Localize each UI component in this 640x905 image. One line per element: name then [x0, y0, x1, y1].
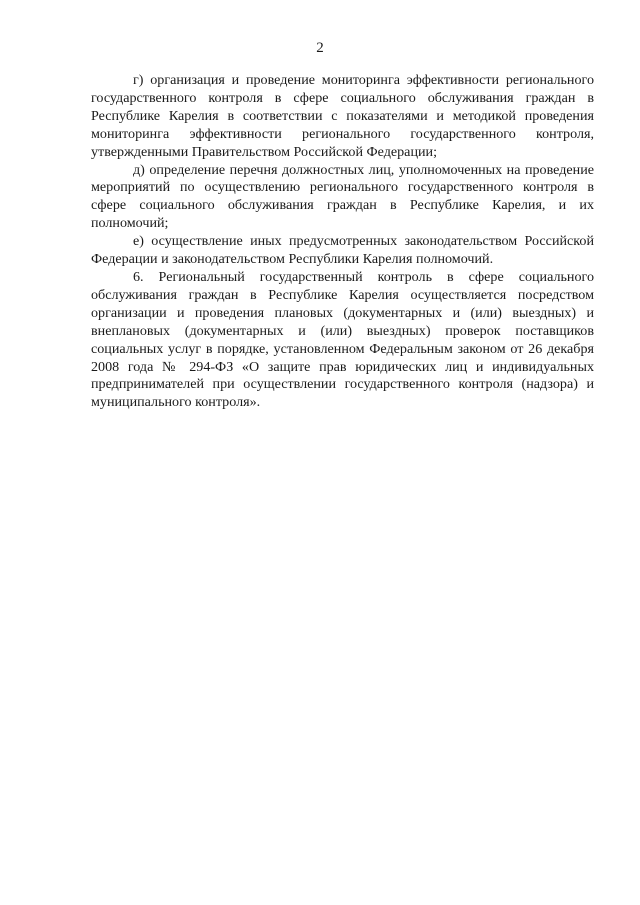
paragraph-g: г) организация и проведение мониторинга эффективности регионального государственного контроля в сфере социального обслуживания граждан в Республике Карелия в соответствии с показателями и методикой проведения мониторинга эффективности регионального государственного контроля, утвержденными Правительством Российской Федерации;	[91, 72, 594, 160]
paragraph-6: 6. Региональный государственный контроль в сфере социального обслуживания граждан в Республике Карелия осуществляется посредством организации и проведения плановых (документарных и (или) выездных) и внеплановых (документарных и (или) выездных) проверок поставщиков социальных услуг в порядке, установленном Федеральным законом от 26 декабря 2008 года № 294-ФЗ «О защите прав юридических лиц и индивидуальных предпринимателей при осуществлении государственного контроля (надзора) и муниципального контроля».	[91, 268, 594, 411]
page-number: 2	[316, 40, 324, 56]
paragraph-d: д) определение перечня должностных лиц, уполномоченных на проведение мероприятий по осуществлению регионального государственного контроля в сфере социального обслуживания граждан в Республике Карелия, и их полномочий;	[91, 161, 594, 232]
paragraph-e: е) осуществление иных предусмотренных законодательством Российской Федерации и законодательством Республики Карелия полномочий.	[91, 233, 594, 268]
document-body	[91, 72, 594, 412]
